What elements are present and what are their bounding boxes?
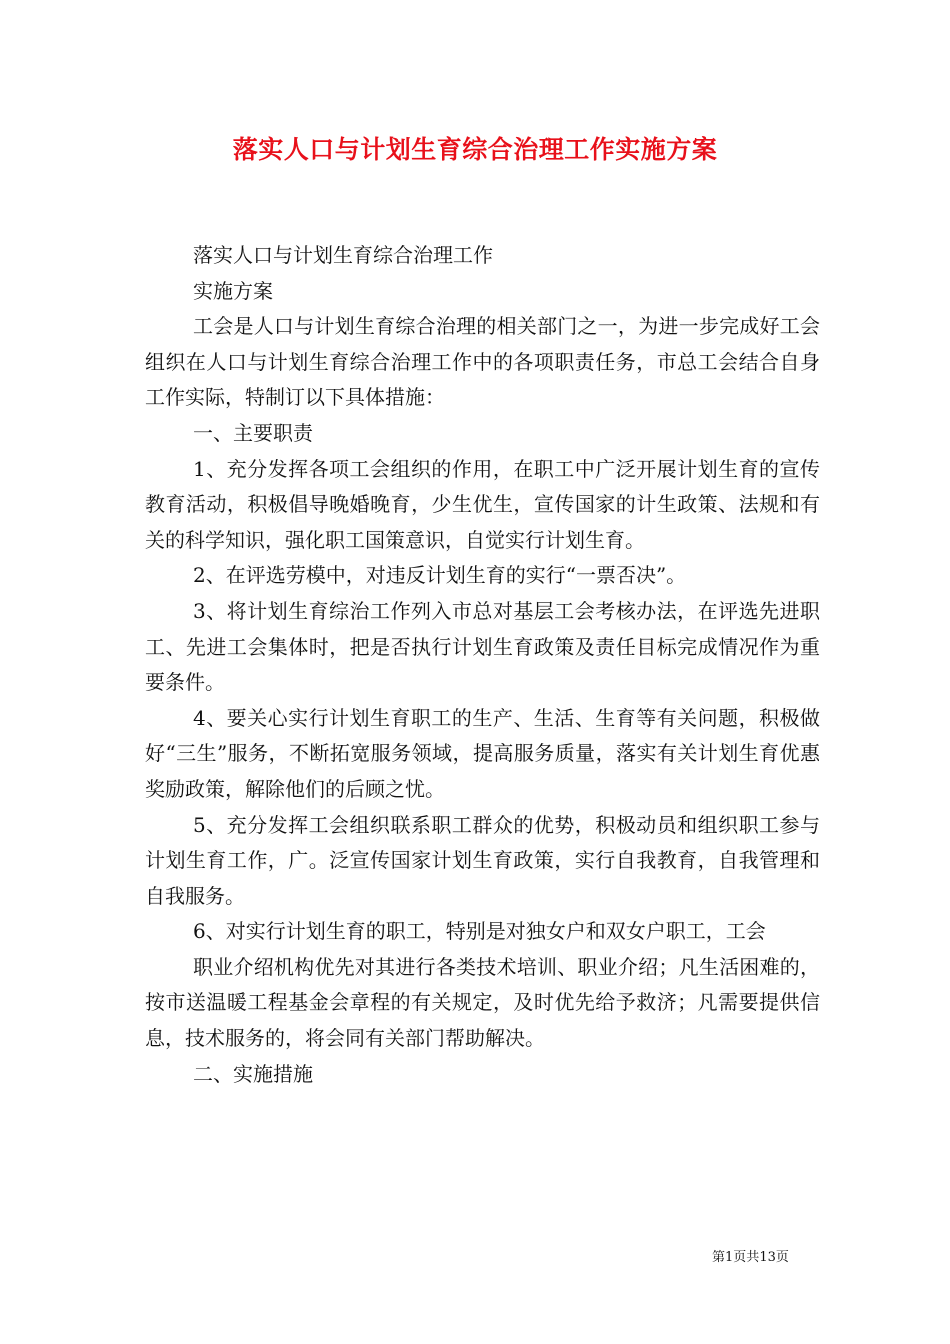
paragraph-duty-3: 3、将计划生育综治工作列入市总对基层工会考核办法，在评选先进职工、先进工会集体时，把是否执行计划生育政策及责任目标完成情况作为重要条件。 — [145, 598, 820, 695]
document-title: 落实人口与计划生育综合治理工作实施方案 — [232, 135, 718, 164]
paragraph-duty-6: 6、对实行计划生育的职工，特别是对独女户和双女户职工，工会 — [193, 919, 766, 944]
document-body — [145, 238, 820, 1092]
paragraph-duty-5: 5、充分发挥工会组织联系职工群众的优势，积极动员和组织职工参与计划生育工作，广。泛宣传国家计划生育政策，实行自我教育，自我管理和自我服务。 — [145, 812, 820, 908]
paragraph-duty-4: 4、要关心实行计划生育职工的生产、生活、生育等有关问题，积极做好“三生”服务，不断拓宽服务领域，提高服务质量，落实有关计划生育优惠奖励政策，解除他们的后顾之忧。 — [145, 705, 820, 801]
footer-page-middle: 页共 — [733, 1250, 760, 1265]
footer-page-label: 第 — [712, 1250, 726, 1265]
paragraph-duty-6-continued: 职业介绍机构优先对其进行各类技术培训、职业介绍；凡生活困难的，按市送温暖工程基金会章程的有关规定，及时优先给予救济；凡需要提供信息，技术服务的，将会同有关部门帮助解决。 — [145, 954, 820, 1051]
footer-page-suffix: 页 — [775, 1250, 789, 1265]
paragraph-intro: 工会是人口与计划生育综合治理的相关部门之一，为进一步完成好工会组织在人口与计划生育综合治理工作中的各项职责任务，市总工会结合自身工作实际，特制订以下具体措施： — [145, 314, 820, 410]
paragraph-heading-line-1: 落实人口与计划生育综合治理工作 — [193, 243, 493, 267]
page-footer — [712, 1249, 852, 1267]
paragraph-duty-2: 2、在评选劳模中，对违反计划生育的实行“一票否决”。 — [193, 563, 687, 588]
section-heading-main-duties: 一、主要职责 — [193, 420, 313, 445]
paragraph-duty-1: 1、充分发挥各项工会组织的作用，在职工中广泛开展计划生育的宣传教育活动，积极倡导晚婚晚育，少生优生，宣传国家的计生政策、法规和有关的科学知识，强化职工国策意识，自觉实行计划生育。 — [145, 456, 820, 552]
footer-page-number: 1 — [725, 1250, 734, 1265]
section-heading-measures: 二、实施措施 — [193, 1061, 313, 1086]
footer-total-pages: 13 — [759, 1250, 776, 1265]
paragraph-heading-line-2: 实施方案 — [193, 278, 273, 303]
